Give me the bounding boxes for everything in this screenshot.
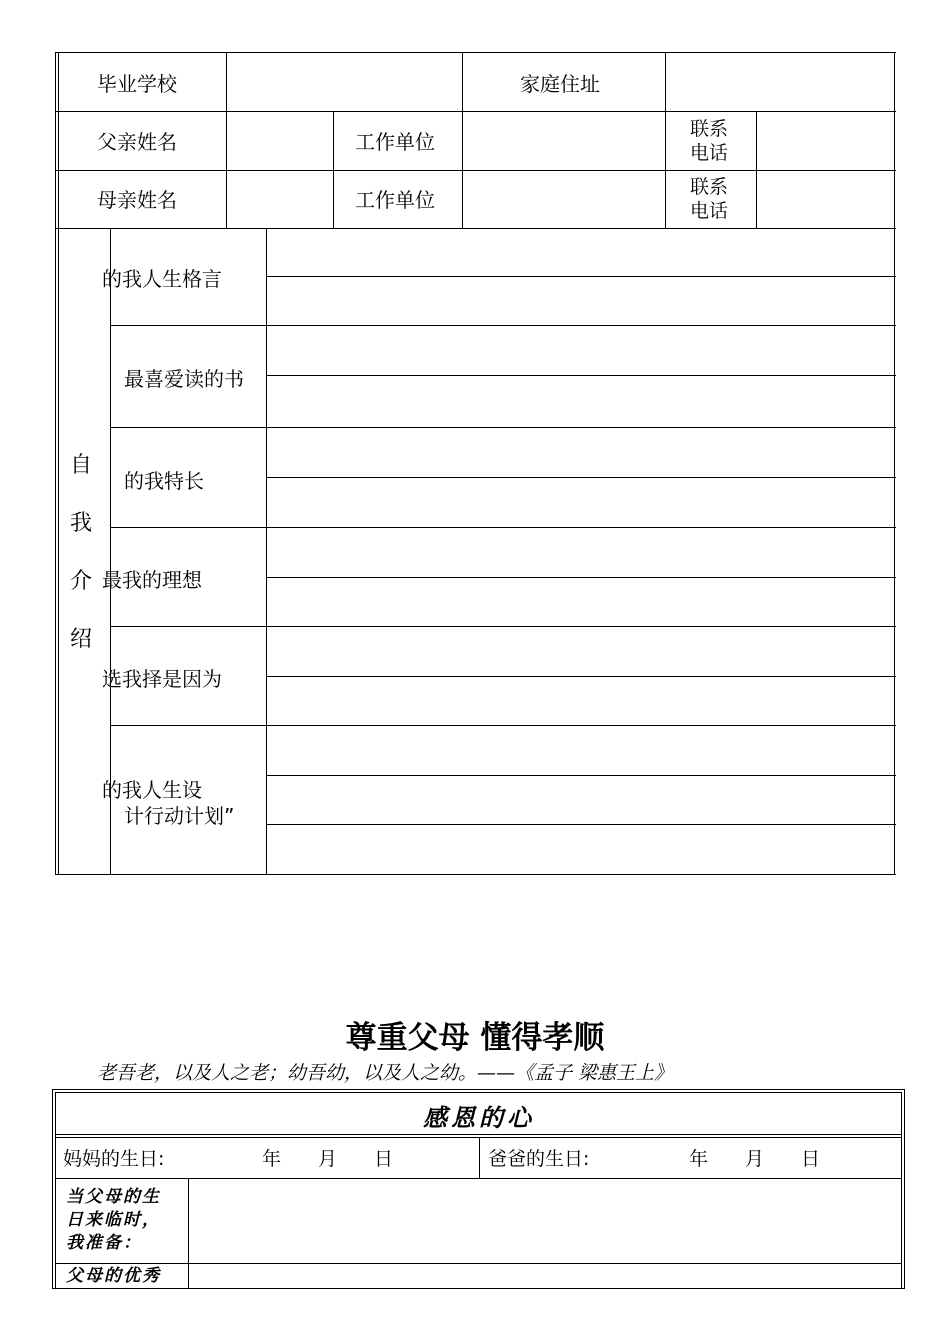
reason-label: 选我择是因为 xyxy=(102,667,222,691)
dad-day-label: 日 xyxy=(801,1148,821,1170)
section-title: 尊重父母 懂得孝顺 xyxy=(345,1020,605,1056)
mother-work-label: 工作单位 xyxy=(355,188,435,212)
school-field[interactable] xyxy=(228,54,460,110)
specialty-field[interactable] xyxy=(268,429,893,526)
mother-name-label: 母亲姓名 xyxy=(97,188,177,212)
favorite-book-label: 最喜爱读的书 xyxy=(124,367,244,391)
ideal-field[interactable] xyxy=(268,529,893,625)
father-phone-label: 联系 电话 xyxy=(690,118,729,164)
school-label: 毕业学校 xyxy=(97,72,177,96)
favorite-book-field[interactable] xyxy=(268,327,893,426)
father-work-field[interactable] xyxy=(464,113,664,169)
table-title: 感恩的心 xyxy=(423,1103,535,1132)
motto-field[interactable] xyxy=(268,230,893,324)
specialty-label: 的我特长 xyxy=(124,469,204,493)
self-intro-side-label: 自 我 介 绍 xyxy=(69,453,92,652)
table-border-bottom xyxy=(55,874,896,875)
birthday-prep-label: 当父母的生 日来临时， 我准备： xyxy=(66,1187,161,1253)
ideal-label: 最我的理想 xyxy=(102,568,202,592)
mother-work-field[interactable] xyxy=(464,172,664,227)
mother-name-field[interactable] xyxy=(228,172,332,227)
birthday-prep-field[interactable] xyxy=(190,1180,900,1262)
mother-phone-label: 联系 电话 xyxy=(690,176,729,222)
father-phone-field[interactable] xyxy=(758,113,893,169)
reason-field[interactable] xyxy=(268,628,893,724)
mom-year-label: 年 xyxy=(262,1148,282,1170)
life-plan-label-2: 计行动计划” xyxy=(124,804,235,828)
mencius-quote: 老吾老，以及人之老；幼吾幼，以及人之幼。——《孟子 梁惠王上》 xyxy=(97,1062,674,1084)
mom-birthday-field[interactable] xyxy=(180,1140,470,1176)
motto-label: 的我人生格言 xyxy=(102,267,222,291)
dad-birthday-label: 爸爸的生日: xyxy=(488,1148,590,1170)
dad-birthday-field[interactable] xyxy=(610,1140,895,1176)
parent-virtue-label: 父母的优秀 xyxy=(66,1266,161,1286)
father-name-field[interactable] xyxy=(228,113,332,169)
mom-birthday-label: 妈妈的生日: xyxy=(63,1148,165,1170)
address-field[interactable] xyxy=(667,54,893,110)
mother-phone-field[interactable] xyxy=(758,172,893,227)
life-plan-field[interactable] xyxy=(268,727,893,873)
life-plan-label-1: 的我人生设 xyxy=(102,778,202,802)
dad-year-label: 年 xyxy=(689,1148,709,1170)
parent-virtue-field[interactable] xyxy=(190,1265,900,1287)
address-label: 家庭住址 xyxy=(520,72,600,96)
table-border-right xyxy=(894,52,895,875)
dad-month-label: 月 xyxy=(745,1148,765,1170)
table-border-left xyxy=(55,52,56,875)
mom-day-label: 日 xyxy=(374,1148,394,1170)
mom-month-label: 月 xyxy=(318,1148,338,1170)
father-name-label: 父亲姓名 xyxy=(97,130,177,154)
father-work-label: 工作单位 xyxy=(355,130,435,154)
table-border-top xyxy=(55,52,896,53)
